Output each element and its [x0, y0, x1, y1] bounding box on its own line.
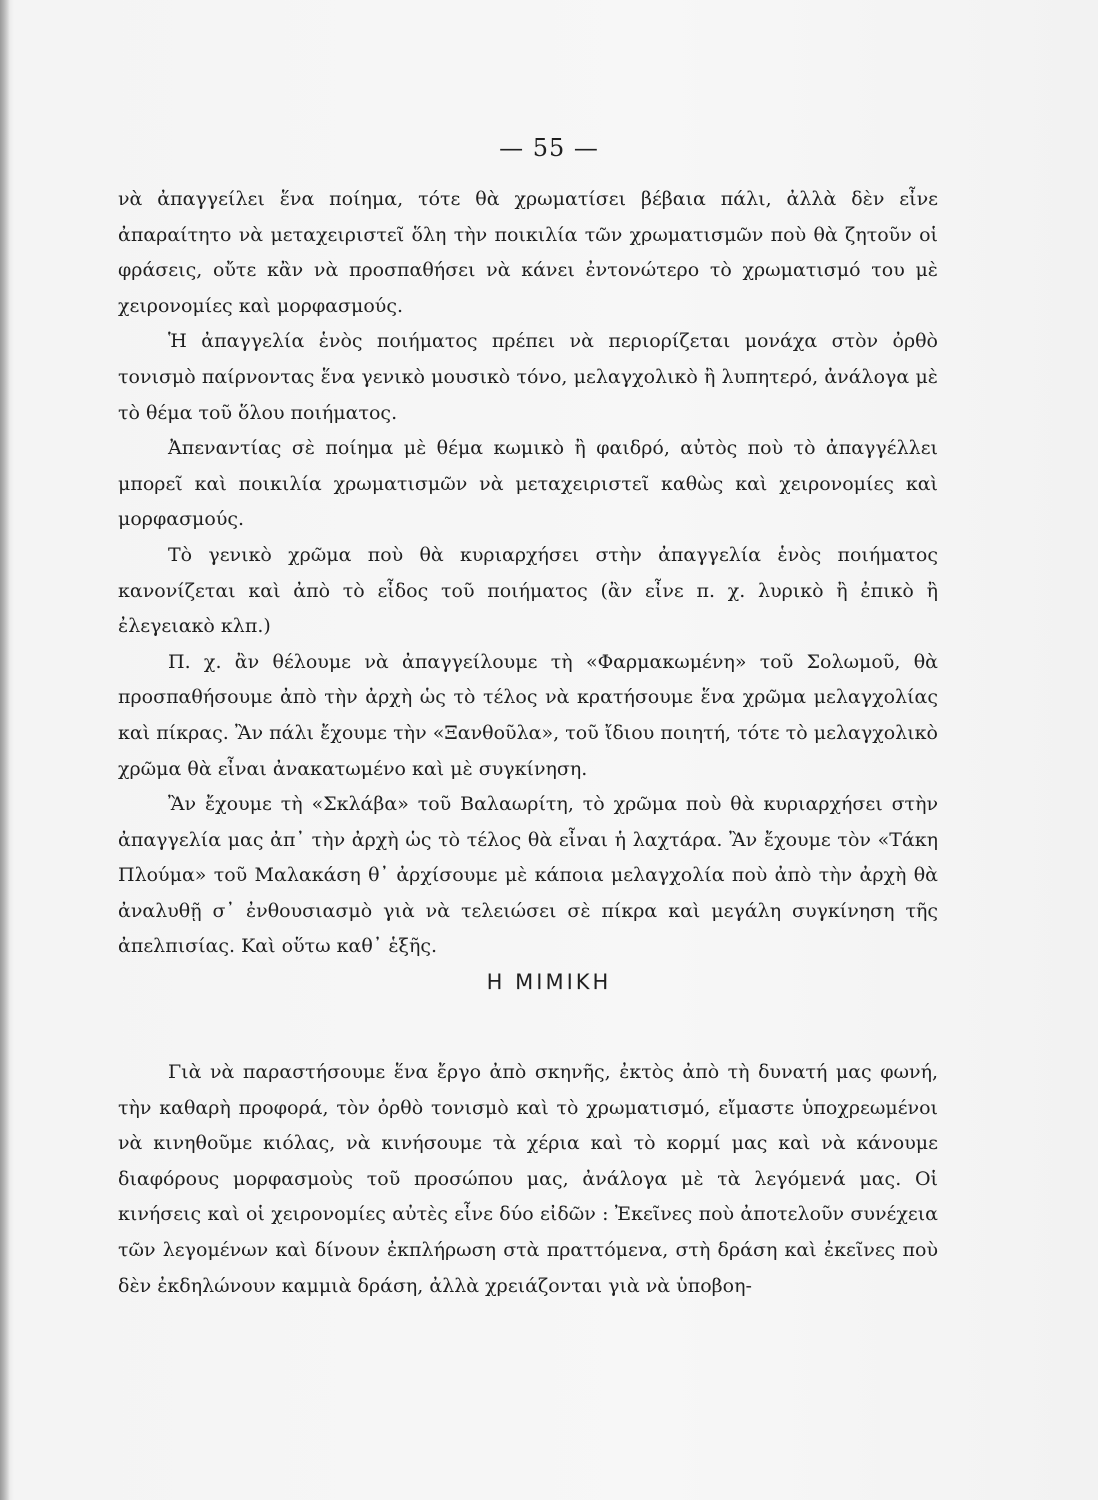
paragraph: Ἀπεναντίας σὲ ποίημα μὲ θέμα κωμικὸ ἢ φαιδρό, αὐτὸς ποὺ τὸ ἀπαγγέλλει μπορεῖ καὶ ποικιλία χρωματισμῶν νὰ μεταχειριστεῖ καθὼς καὶ χειρονομίες καὶ μορφασμούς.: [118, 437, 938, 531]
paragraph: Π. χ. ἂν θέλουμε νὰ ἀπαγγείλουμε τὴ «Φαρμακωμένη» τοῦ Σολωμοῦ, θὰ προσπαθήσουμε ἀπὸ τὴν ἀρχὴ ὡς τὸ τέλος νὰ κρατήσουμε ἕνα χρῶμα μελαγχολίας καὶ πίκρας. Ἂν πάλι ἔχουμε τὴν «Ξανθοῦλα», τοῦ ἴδιου ποιητή, τότε τὸ μελαγχολικὸ χρῶμα θὰ εἶναι ἀνακατωμένο καὶ μὲ συγκίνηση.: [118, 650, 938, 780]
paragraph: Ἡ ἀπαγγελία ἑνὸς ποιήματος πρέπει νὰ περιορίζεται μονάχα στὸν ὀρθὸ τονισμὸ παίρνοντας ἕνα γενικὸ μουσικὸ τόνο, μελαγχολικὸ ἢ λυπητερό, ἀνάλογα μὲ τὸ θέμα τοῦ ὅλου ποιήματος.: [118, 330, 938, 424]
body-text-top: [118, 182, 938, 965]
binding-shadow: [0, 0, 10, 1500]
page-number: — 55 —: [499, 134, 599, 162]
paragraph: νὰ ἀπαγγείλει ἕνα ποίημα, τότε θὰ χρωματίσει βέβαια πάλι, ἀλλὰ δὲν εἶνε ἀπαραίτητο νὰ μεταχειριστεῖ ὅλη τὴν ποικιλία τῶν χρωματισμῶν ποὺ θὰ ζητοῦν οἱ φράσεις, οὔτε κἂν νὰ προσπαθήσει νὰ κάνει ἐντονώτερο τὸ χρωματισμό του μὲ χειρονομίες καὶ μορφασμούς.: [118, 188, 938, 317]
body-text-bottom: [118, 1055, 938, 1304]
section-heading: Η ΜΙΜΙΚΗ: [486, 970, 612, 994]
paragraph: Γιὰ νὰ παραστήσουμε ἕνα ἔργο ἀπὸ σκηνῆς, ἐκτὸς ἀπὸ τὴ δυνατή μας φωνή, τὴν καθαρὴ προφορά, τὸν ὀρθὸ τονισμὸ καὶ τὸ χρωματισμό, εἴμαστε ὑποχρεωμένοι νὰ κινηθοῦμε κιόλας, νὰ κινήσουμε τὰ χέρια καὶ τὸ κορμί μας καὶ νὰ κάνουμε διαφόρους μορφασμοὺς τοῦ προσώπου μας, ἀνάλογα μὲ τὰ λεγόμενά μας. Οἱ κινήσεις καὶ οἱ χειρονομίες αὐτὲς εἶνε δύο εἰδῶν : Ἐκεῖνες ποὺ ἀποτελοῦν συνέχεια τῶν λεγομένων καὶ δίνουν ἐκπλήρωση στὰ πραττόμενα, στὴ δράση καὶ ἐκεῖνες ποὺ δὲν ἐκδηλώνουν καμμιὰ δράση, ἀλλὰ χρειάζονται γιὰ νὰ ὑποβοη-: [118, 1061, 938, 1297]
paragraph: Τὸ γενικὸ χρῶμα ποὺ θὰ κυριαρχήσει στὴν ἀπαγγελία ἑνὸς ποιήματος κανονίζεται καὶ ἀπὸ τὸ εἶδος τοῦ ποιήματος (ἂν εἶνε π. χ. λυρικὸ ἢ ἐπικὸ ἢ ἐλεγειακὸ κλπ.): [118, 543, 938, 638]
paragraph: Ἂν ἔχουμε τὴ «Σκλάβα» τοῦ Βαλαωρίτη, τὸ χρῶμα ποὺ θὰ κυριαρχήσει στὴν ἀπαγγελία μας ἀπ᾿ τὴν ἀρχὴ ὡς τὸ τέλος θὰ εἶναι ἡ λαχτάρα. Ἂν ἔχουμε τὸν «Τάκη Πλούμα» τοῦ Μαλακάση θ᾿ ἀρχίσουμε μὲ κάποια μελαγχολία ποὺ ἀπὸ τὴν ἀρχὴ θὰ ἀναλυθῇ σ᾿ ἐνθουσιασμὸ γιὰ νὰ τελειώσει σὲ πίκρα καὶ μεγάλη συγκίνηση τῆς ἀπελπισίας. Καὶ οὕτω καθ᾿ ἑξῆς.: [118, 793, 938, 958]
